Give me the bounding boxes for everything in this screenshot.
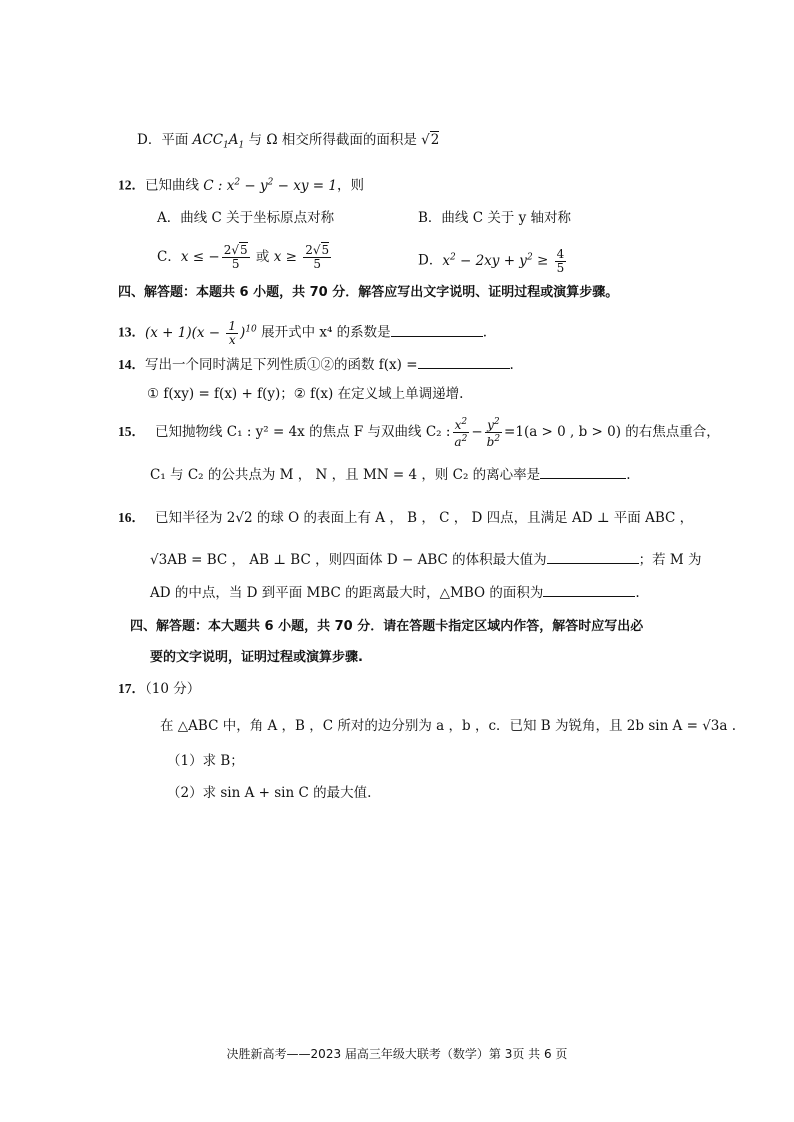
q17-stem: 在 △ABC 中，角 A ，B ，C 所对的边分别为 a ，b ，c．已知 B 为锐角，且 2b sin A = √3a . xyxy=(160,718,737,734)
q14-text: 写出一个同时满足下列性质①②的函数 f(x) = xyxy=(145,357,418,373)
q12-c-or: 或 xyxy=(251,249,274,265)
q13 xyxy=(118,314,487,348)
q12-number: 12． xyxy=(118,177,145,193)
q12-d-prefix: D． xyxy=(418,252,443,269)
q16-end: . xyxy=(635,585,640,601)
q16-line3-a: AD 的中点，当 D 到平面 MBC 的距离最大时，△MBO 的面积为 xyxy=(150,585,544,601)
q12-option-c: C．x ≤ − $\frac{2√5}{5}$ 或 x ≥ $\frac{2√5}{5}$ xyxy=(157,243,330,271)
q13-expr: (x + 1)(x − $\frac{1}{x}$ )$^{10}$ xyxy=(145,318,257,347)
q15-line2-text: C₁ 与 C₂ 的公共点为 M ， N ，且 MN = 4 ，则 C₂ 的离心率是 xyxy=(150,467,541,483)
q17-number: 17． xyxy=(118,681,145,696)
q14-properties: ① f(xy) = f(x) + f(y)；② f(x) 在定义域上单调递增. xyxy=(147,386,464,402)
q14 xyxy=(118,354,514,375)
q15-number: 15． xyxy=(118,424,145,439)
q13-end: . xyxy=(482,324,487,341)
q12-curve-eq: C : $x^2 - y^2$ − xy = 1 xyxy=(203,177,337,194)
q16-line3 xyxy=(150,582,640,603)
q16-line2-b: ；若 M 为 xyxy=(638,552,702,568)
q12-option-d: D．$x^2 - 2xy + y^2$ ≥ $\frac{4}{5}$ xyxy=(418,246,565,275)
q12-c-prefix: C． xyxy=(157,249,181,265)
sqrt2-value: √2 xyxy=(421,132,440,148)
q15-frac-x: $\frac{x^2}{a^2}$ xyxy=(454,417,468,449)
q14-answer-blank xyxy=(418,354,510,369)
q16-answer-blank-1 xyxy=(547,549,639,564)
q16-line1 xyxy=(118,508,693,528)
q15-end: . xyxy=(626,467,631,483)
q17-header xyxy=(118,679,200,699)
q11-d-prefix: D．平面 xyxy=(137,132,193,148)
q13-text: 展开式中 x⁴ 的系数是 xyxy=(256,324,391,341)
q15-text-a: 已知抛物线 C₁ : y² = 4x 的焦点 F 与双曲线 C₂ : xyxy=(155,424,451,440)
q15-line1: 15． 已知抛物线 C₁ : y² = 4x 的焦点 F 与双曲线 C₂ : $\frac{x^2}{a^2}$ − $\frac{y^2}{b^2}$ =1(a > 0 , b > 0) 的右焦点重合， xyxy=(118,417,720,449)
q12-option-a: A．曲线 C 关于坐标原点对称 xyxy=(157,210,335,226)
q16-line2 xyxy=(150,549,702,570)
plane-acc1a1: $ACC_1A_1$ xyxy=(192,132,245,151)
q12-option-b: B．曲线 C 关于 y 轴对称 xyxy=(418,210,572,226)
q17-part1: （1）求 B； xyxy=(167,753,244,769)
q11-d-mid: 与 Ω 相交所得截面的面积是 xyxy=(244,132,422,148)
q17-part2: （2）求 sin A + sin C 的最大值. xyxy=(167,785,372,801)
q15-text-b: =1(a > 0 , b > 0) 的右焦点重合， xyxy=(504,424,720,440)
section-heading: 四、解答题：本题共 6 小题，共 70 分．解答应写出文字说明、证明过程或演算步骤。 xyxy=(118,285,619,300)
q15-answer-blank xyxy=(540,464,626,479)
q16-answer-blank-2 xyxy=(543,582,635,597)
page-footer: 决胜新高考——2023 届高三年级大联考（数学）第 3页 共 6 页 xyxy=(226,1047,568,1061)
q12-stem-a: 已知曲线 xyxy=(145,177,204,194)
q12-stem-b: ，则 xyxy=(337,177,364,194)
q13-number: 13． xyxy=(118,324,145,340)
section2-line1: 四、解答题：本大题共 6 小题，共 70 分．请在答题卡指定区域内作答，解答时应写出必 xyxy=(130,619,644,634)
q11-option-d xyxy=(137,130,439,156)
q12-stem xyxy=(118,172,364,196)
q16-line1-text: 已知半径为 2√2 的球 O 的表面上有 A ， B ， C ， D 四点，且满足 AD ⊥ 平面 ABC ， xyxy=(155,510,694,526)
q13-answer-blank xyxy=(391,322,483,337)
q15-frac-y: $\frac{y^2}{b^2}$ xyxy=(486,417,501,449)
q14-number: 14． xyxy=(118,357,145,372)
q17-score: （10 分） xyxy=(145,681,201,697)
section2-line2: 要的文字说明，证明过程或演算步骤. xyxy=(150,650,363,665)
q16-line2-a: √3AB = BC ， AB ⊥ BC ，则四面体 D − ABC 的体积最大值为 xyxy=(150,552,547,568)
q16-number: 16． xyxy=(118,510,145,525)
q15-line2 xyxy=(150,464,630,485)
q14-end: . xyxy=(509,357,514,373)
